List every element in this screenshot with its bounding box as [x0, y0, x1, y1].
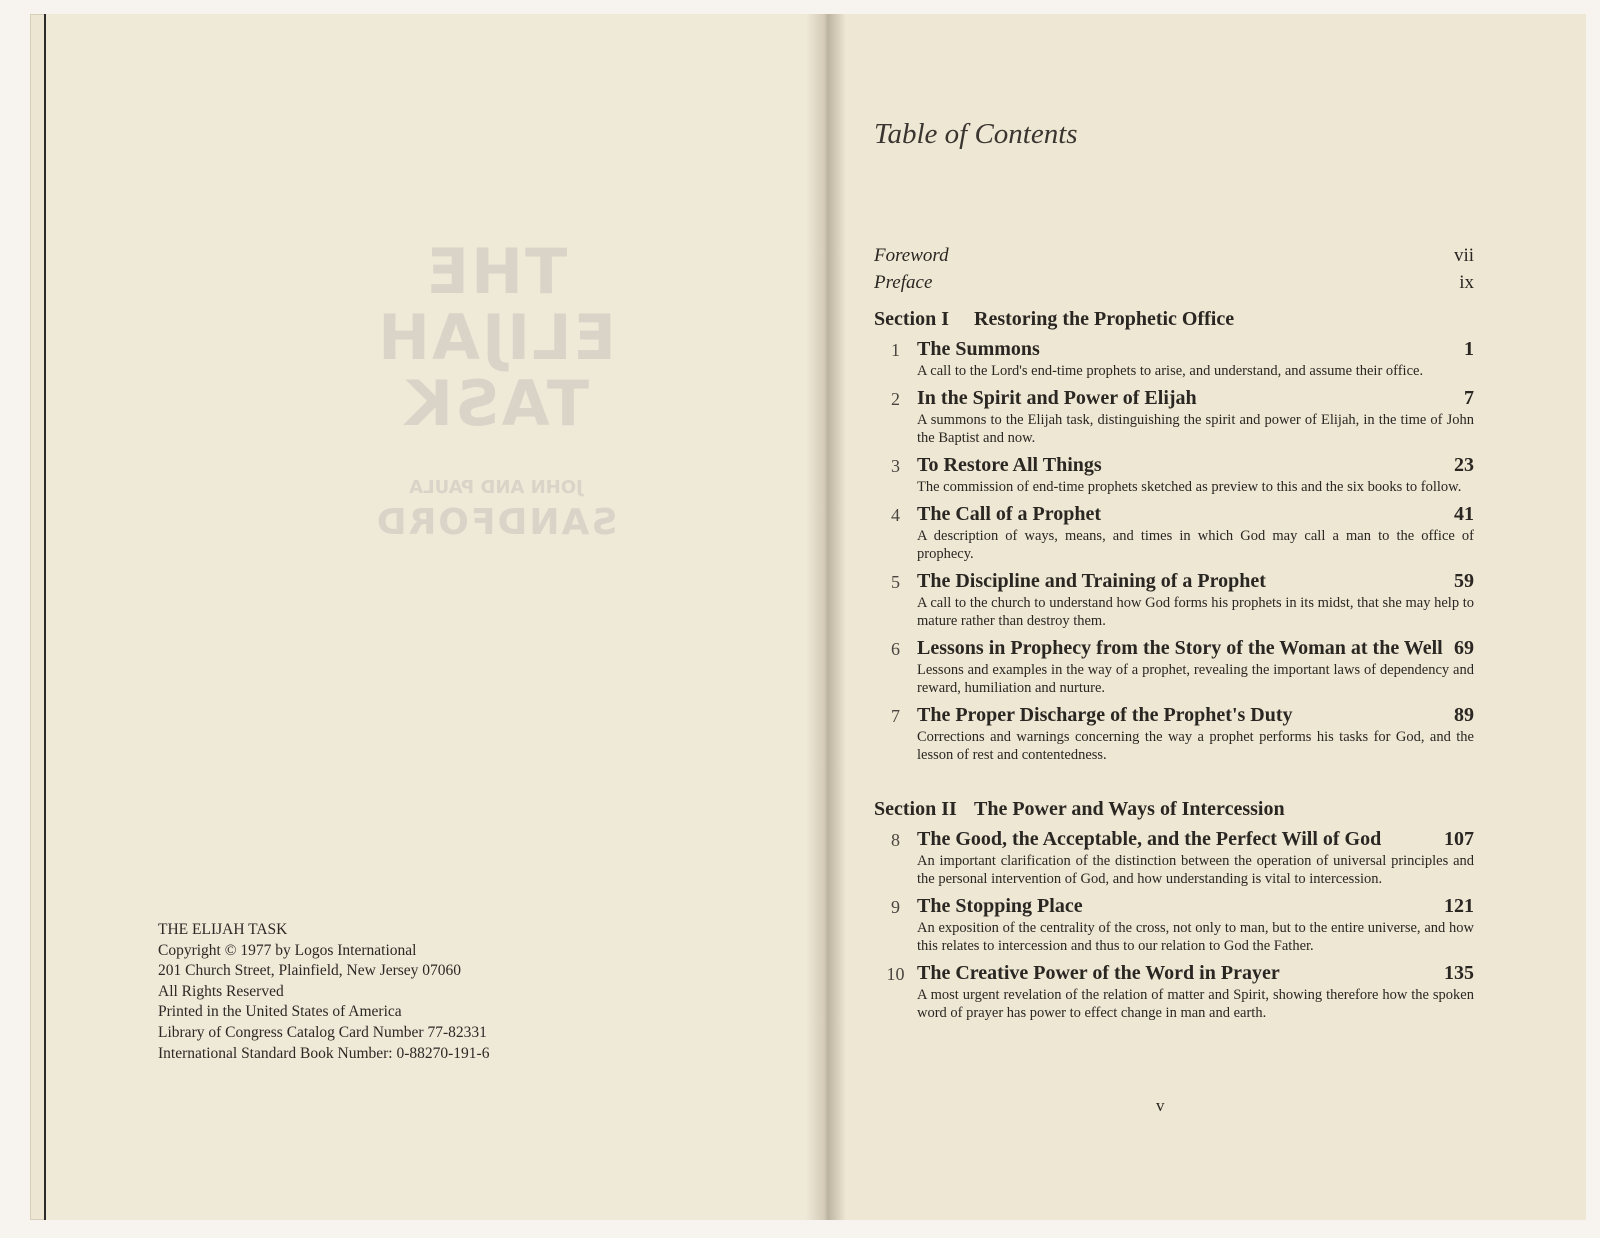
- front-matter-row: [874, 242, 1474, 269]
- chapter-number: 10: [886, 964, 905, 984]
- chapter-number: 9: [891, 897, 900, 917]
- chapter-entry: [874, 636, 1474, 697]
- chapter-description: Corrections and warnings concerning the way a prophet performs his tasks for God, and the lesson of rest and contentedness.: [917, 729, 1474, 763]
- chapter-entry: [874, 827, 1474, 888]
- chapter-title: The Stopping Place: [917, 895, 1083, 917]
- bleed-through-title: [346, 235, 646, 543]
- copyright-block: [158, 920, 578, 1064]
- chapter-body: [917, 636, 1474, 697]
- chapter-page: 59: [1454, 570, 1474, 592]
- copyright-line: Printed in the United States of America: [158, 1003, 402, 1021]
- chapter-heading: [917, 636, 1474, 660]
- front-matter-page: vii: [1453, 245, 1474, 266]
- bleed-title-line: TASK: [402, 367, 590, 440]
- section-spacer: [874, 770, 1474, 786]
- chapter-title: The Proper Discharge of the Prophet's Duty: [917, 704, 1293, 726]
- chapter-number: 8: [891, 830, 900, 850]
- chapter-heading: [917, 961, 1474, 985]
- chapter-entry: [874, 337, 1474, 380]
- table-of-contents: [874, 242, 1474, 1028]
- chapter-description: A call to the Lord's end-time prophets to arise, and understand, and assume their office.: [917, 363, 1424, 379]
- copyright-line: All Rights Reserved: [158, 982, 284, 1000]
- chapter-entry: [874, 569, 1474, 630]
- chapter-description: A call to the church to understand how God forms his prophets in its midst, that she may help to mature rather than destroy them.: [917, 595, 1474, 629]
- chapter-page: 107: [1444, 828, 1474, 850]
- section-label: Section II: [874, 798, 957, 820]
- copyright-line: 201 Church Street, Plainfield, New Jersey 07060: [158, 962, 462, 980]
- chapter-number: 7: [891, 706, 900, 726]
- chapter-description: Lessons and examples in the way of a prophet, revealing the important laws of dependency and reward, humiliation and nurture.: [917, 662, 1474, 696]
- copyright-line: Library of Congress Catalog Card Number 77-82331: [158, 1023, 487, 1041]
- section-heading: [874, 308, 1474, 331]
- chapter-body: [917, 502, 1474, 563]
- chapter-heading: [917, 894, 1474, 918]
- chapter-page: 69: [1454, 637, 1474, 659]
- chapter-number: 2: [891, 389, 900, 409]
- bleed-authors-small: JOHN AND PAULA: [409, 477, 583, 498]
- front-matter-page: ix: [1459, 272, 1474, 293]
- chapter-entry: [874, 386, 1474, 447]
- bleed-authors-big: SANDFORD: [374, 502, 618, 543]
- chapter-description: A description of ways, means, and times in which God may call a man to the office of prophecy.: [917, 528, 1474, 562]
- chapter-title: The Summons: [917, 338, 1040, 360]
- chapter-heading: [917, 337, 1474, 361]
- front-matter-row: [874, 269, 1474, 296]
- page-number: v: [1156, 1096, 1165, 1115]
- chapter-entry: [874, 453, 1474, 496]
- chapter-description: An exposition of the centrality of the cross, not only to man, but to the entire universe, and how this relates to intercession and thus to our relation to God the Father.: [917, 920, 1474, 954]
- bleed-title-line: ELIJAH: [376, 301, 616, 374]
- chapter-description: A most urgent revelation of the relation of matter and Spirit, showing therefore how the spoken word of prayer has power to effect change in man and earth.: [917, 987, 1474, 1021]
- chapter-body: [917, 703, 1474, 764]
- chapter-page: 1: [1464, 338, 1474, 360]
- chapter-title: The Discipline and Training of a Prophet: [917, 570, 1266, 592]
- chapter-page: 7: [1464, 387, 1474, 409]
- chapter-title: The Call of a Prophet: [917, 503, 1102, 525]
- chapter-page: 135: [1444, 962, 1474, 984]
- chapter-heading: [917, 827, 1474, 851]
- chapter-number: 5: [891, 572, 900, 592]
- toc-title: Table of Contents: [874, 118, 1078, 150]
- left-page: [44, 14, 826, 1220]
- front-matter-title: Foreword: [874, 245, 949, 266]
- chapter-title: To Restore All Things: [917, 454, 1102, 476]
- chapter-number: 6: [891, 639, 900, 659]
- chapter-description: A summons to the Elijah task, distinguishing the spirit and power of Elijah, in the time of John the Baptist and now.: [917, 412, 1474, 446]
- section-label: Section I: [874, 308, 949, 330]
- chapter-number: 3: [891, 456, 900, 476]
- chapter-entry: [874, 703, 1474, 764]
- chapter-body: [917, 453, 1474, 496]
- chapter-entry: [874, 894, 1474, 955]
- right-page: [826, 14, 1586, 1220]
- chapter-description: The commission of end-time prophets sketched as preview to this and the six books to follow.: [917, 479, 1462, 495]
- chapter-heading: [917, 703, 1474, 727]
- book-gutter: [806, 14, 846, 1220]
- chapter-body: [917, 894, 1474, 955]
- chapter-heading: [917, 386, 1474, 410]
- copyright-line: Copyright © 1977 by Logos International: [158, 941, 417, 959]
- front-matter-title: Preface: [874, 272, 933, 293]
- toc-sections: [874, 308, 1474, 1022]
- section-title: Restoring the Prophetic Office: [974, 308, 1235, 330]
- section-heading: [874, 798, 1474, 821]
- chapter-title: The Good, the Acceptable, and the Perfect Will of God: [917, 828, 1382, 850]
- chapter-entry: [874, 502, 1474, 563]
- chapter-entry: [874, 961, 1474, 1022]
- chapter-heading: [917, 569, 1474, 593]
- chapter-title: Lessons in Prophecy from the Story of the Woman at the Well: [917, 637, 1443, 659]
- copyright-line: International Standard Book Number: 0-88270-191-6: [158, 1044, 490, 1062]
- chapter-body: [917, 961, 1474, 1022]
- chapter-title: In the Spirit and Power of Elijah: [917, 387, 1197, 409]
- chapter-body: [917, 337, 1474, 380]
- chapter-body: [917, 569, 1474, 630]
- chapter-number: 1: [891, 340, 900, 360]
- copyright-line: THE ELIJAH TASK: [158, 921, 288, 938]
- chapter-body: [917, 827, 1474, 888]
- chapter-title: The Creative Power of the Word in Prayer: [917, 962, 1280, 984]
- chapter-heading: [917, 502, 1474, 526]
- chapter-page: 121: [1444, 895, 1474, 917]
- chapter-heading: [917, 453, 1474, 477]
- section-title: The Power and Ways of Intercession: [974, 798, 1285, 820]
- book-spread: [30, 14, 1586, 1220]
- chapter-page: 41: [1454, 503, 1474, 525]
- chapter-page: 23: [1454, 454, 1474, 476]
- chapter-number: 4: [891, 505, 900, 525]
- chapter-description: An important clarification of the distinction between the operation of universal principles and the personal intervention of God, and how understanding is vital to intercession.: [917, 853, 1474, 887]
- bleed-title-line: THE: [424, 235, 568, 308]
- chapter-page: 89: [1454, 704, 1474, 726]
- chapter-body: [917, 386, 1474, 447]
